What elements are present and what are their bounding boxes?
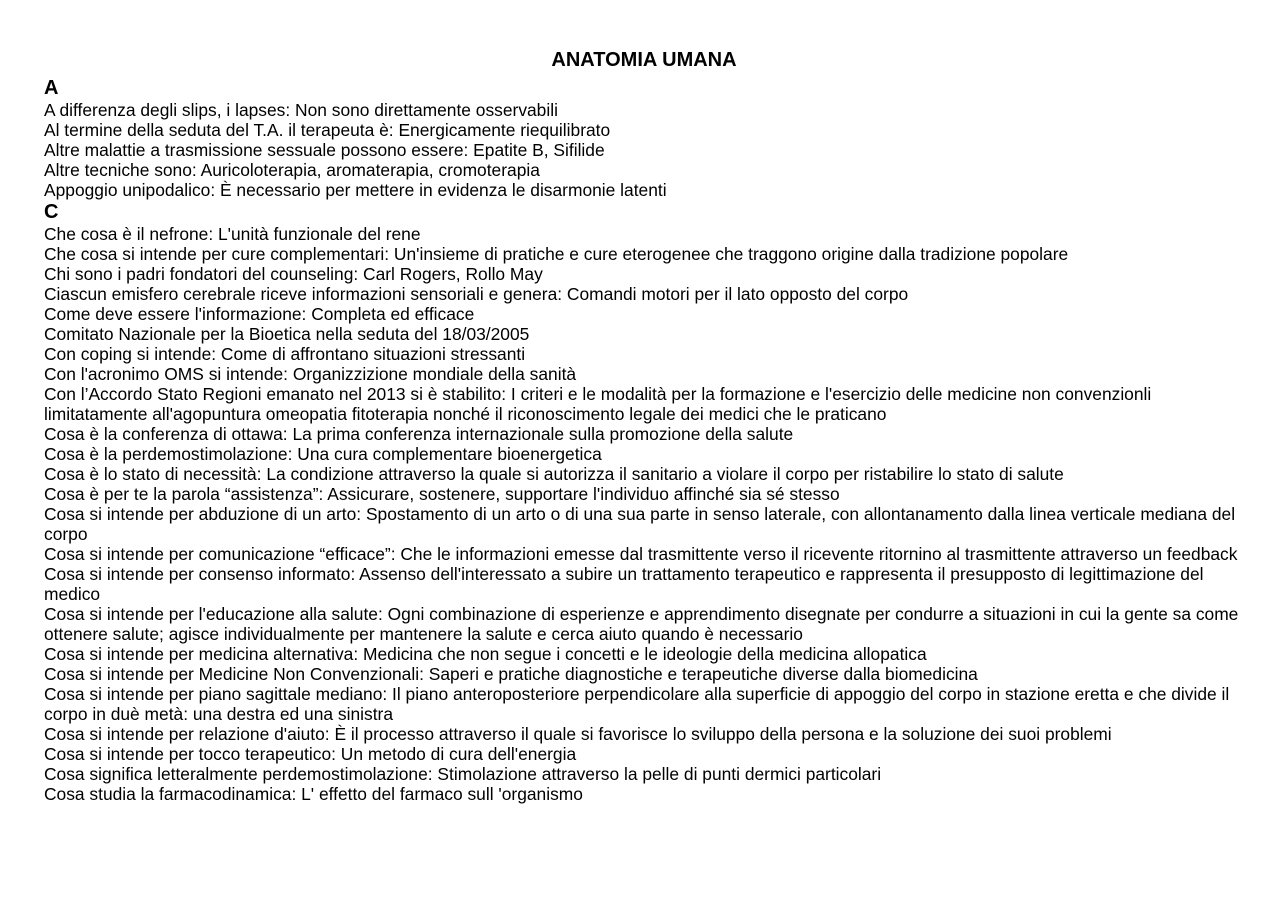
section-letter: C [44,201,59,223]
list-item: A differenza degli slips, i lapses: Non sono direttamente osservabili [44,100,558,120]
list-item: Cosa si intende per Medicine Non Convenzionali: Saperi e pratiche diagnostiche e terapeutiche diverse dalla biomedicina [44,664,978,684]
list-item: Cosa è la perdemostimolazione: Una cura complementare bioenergetica [44,444,602,464]
list-item: Cosa si intende per relazione d'aiuto: È il processo attraverso il quale si favorisce lo sviluppo della persona e la soluzione dei suoi problemi [44,724,1112,744]
list-item: Cosa si intende per abduzione di un arto: Spostamento di un arto o di una sua parte in senso laterale, con allontanamento dalla linea verticale mediana del corpo [44,504,1236,544]
list-item: Con l'acronimo OMS si intende: Organizzizione mondiale della sanità [44,364,577,384]
section-letter: A [44,77,59,99]
list-item: Con coping si intende: Come di affrontano situazioni stressanti [44,344,526,364]
page-title: ANATOMIA UMANA [551,49,737,71]
list-item: Cosa si intende per l'educazione alla salute: Ogni combinazione di esperienze e apprendimento disegnate per condurre a situazioni in cui la gente sa come ottenere salute; agisce individualmente per mantenere la salute e cerca aiuto quando è necessario [44,604,1239,644]
list-item: Come deve essere l'informazione: Completa ed efficace [44,304,475,324]
list-item: Cosa è lo stato di necessità: La condizione attraverso la quale si autorizza il sanitario a violare il corpo per ristabilire lo stato di salute [44,464,1064,484]
list-item: Che cosa si intende per cure complementari: Un'insieme di pratiche e cure eterogenee che traggono origine dalla tradizione popolare [44,244,1069,264]
document-page [44,48,1244,804]
list-item: Cosa si intende per consenso informato: Assenso dell'interessato a subire un trattamento terapeutico e rappresenta il presupposto di legittimazione del medico [44,564,1204,604]
list-item: Comitato Nazionale per la Bioetica nella seduta del 18/03/2005 [44,324,530,344]
list-item: Che cosa è il nefrone: L'unità funzionale del rene [44,224,421,244]
list-item: Cosa si intende per tocco terapeutico: Un metodo di cura dell'energia [44,744,577,764]
section-a [44,76,1244,200]
list-item: Cosa si intende per comunicazione “efficace”: Che le informazioni emesse dal trasmittente verso il ricevente ritornino al trasmittente attraverso un feedback [44,544,1238,564]
list-item: Cosa studia la farmacodinamica: L' effetto del farmaco sull 'organismo [44,784,583,804]
list-item: Con l’Accordo Stato Regioni emanato nel 2013 si è stabilito: I criteri e le modalità per la formazione e l'esercizio delle medicine non convenzionli limitatamente all'agopuntura omeopatia fitoterapia nonché il riconoscimento legale dei medici che le praticano [44,384,1152,424]
list-item: Al termine della seduta del T.A. il terapeuta è: Energicamente riequilibrato [44,120,611,140]
section-c [44,200,1244,804]
list-item: Cosa significa letteralmente perdemostimolazione: Stimolazione attraverso la pelle di punti dermici particolari [44,764,882,784]
list-item: Cosa è la conferenza di ottawa: La prima conferenza internazionale sulla promozione della salute [44,424,794,444]
list-item: Cosa si intende per medicina alternativa: Medicina che non segue i concetti e le ideologie della medicina allopatica [44,644,927,664]
list-item: Chi sono i padri fondatori del counseling: Carl Rogers, Rollo May [44,264,543,284]
list-item: Altre tecniche sono: Auricoloterapia, aromaterapia, cromoterapia [44,160,540,180]
list-item: Cosa è per te la parola “assistenza”: Assicurare, sostenere, supportare l'individuo affinché sia sé stesso [44,484,840,504]
list-item: Altre malattie a trasmissione sessuale possono essere: Epatite B, Sifilide [44,140,605,160]
list-item: Appoggio unipodalico: È necessario per mettere in evidenza le disarmonie latenti [44,180,667,200]
list-item: Ciascun emisfero cerebrale riceve informazioni sensoriali e genera: Comandi motori per il lato opposto del corpo [44,284,909,304]
list-item: Cosa si intende per piano sagittale mediano: Il piano anteroposteriore perpendicolare alla superficie di appoggio del corpo in stazione eretta e che divide il corpo in duè metà: una destra ed una sinistra [44,684,1230,724]
